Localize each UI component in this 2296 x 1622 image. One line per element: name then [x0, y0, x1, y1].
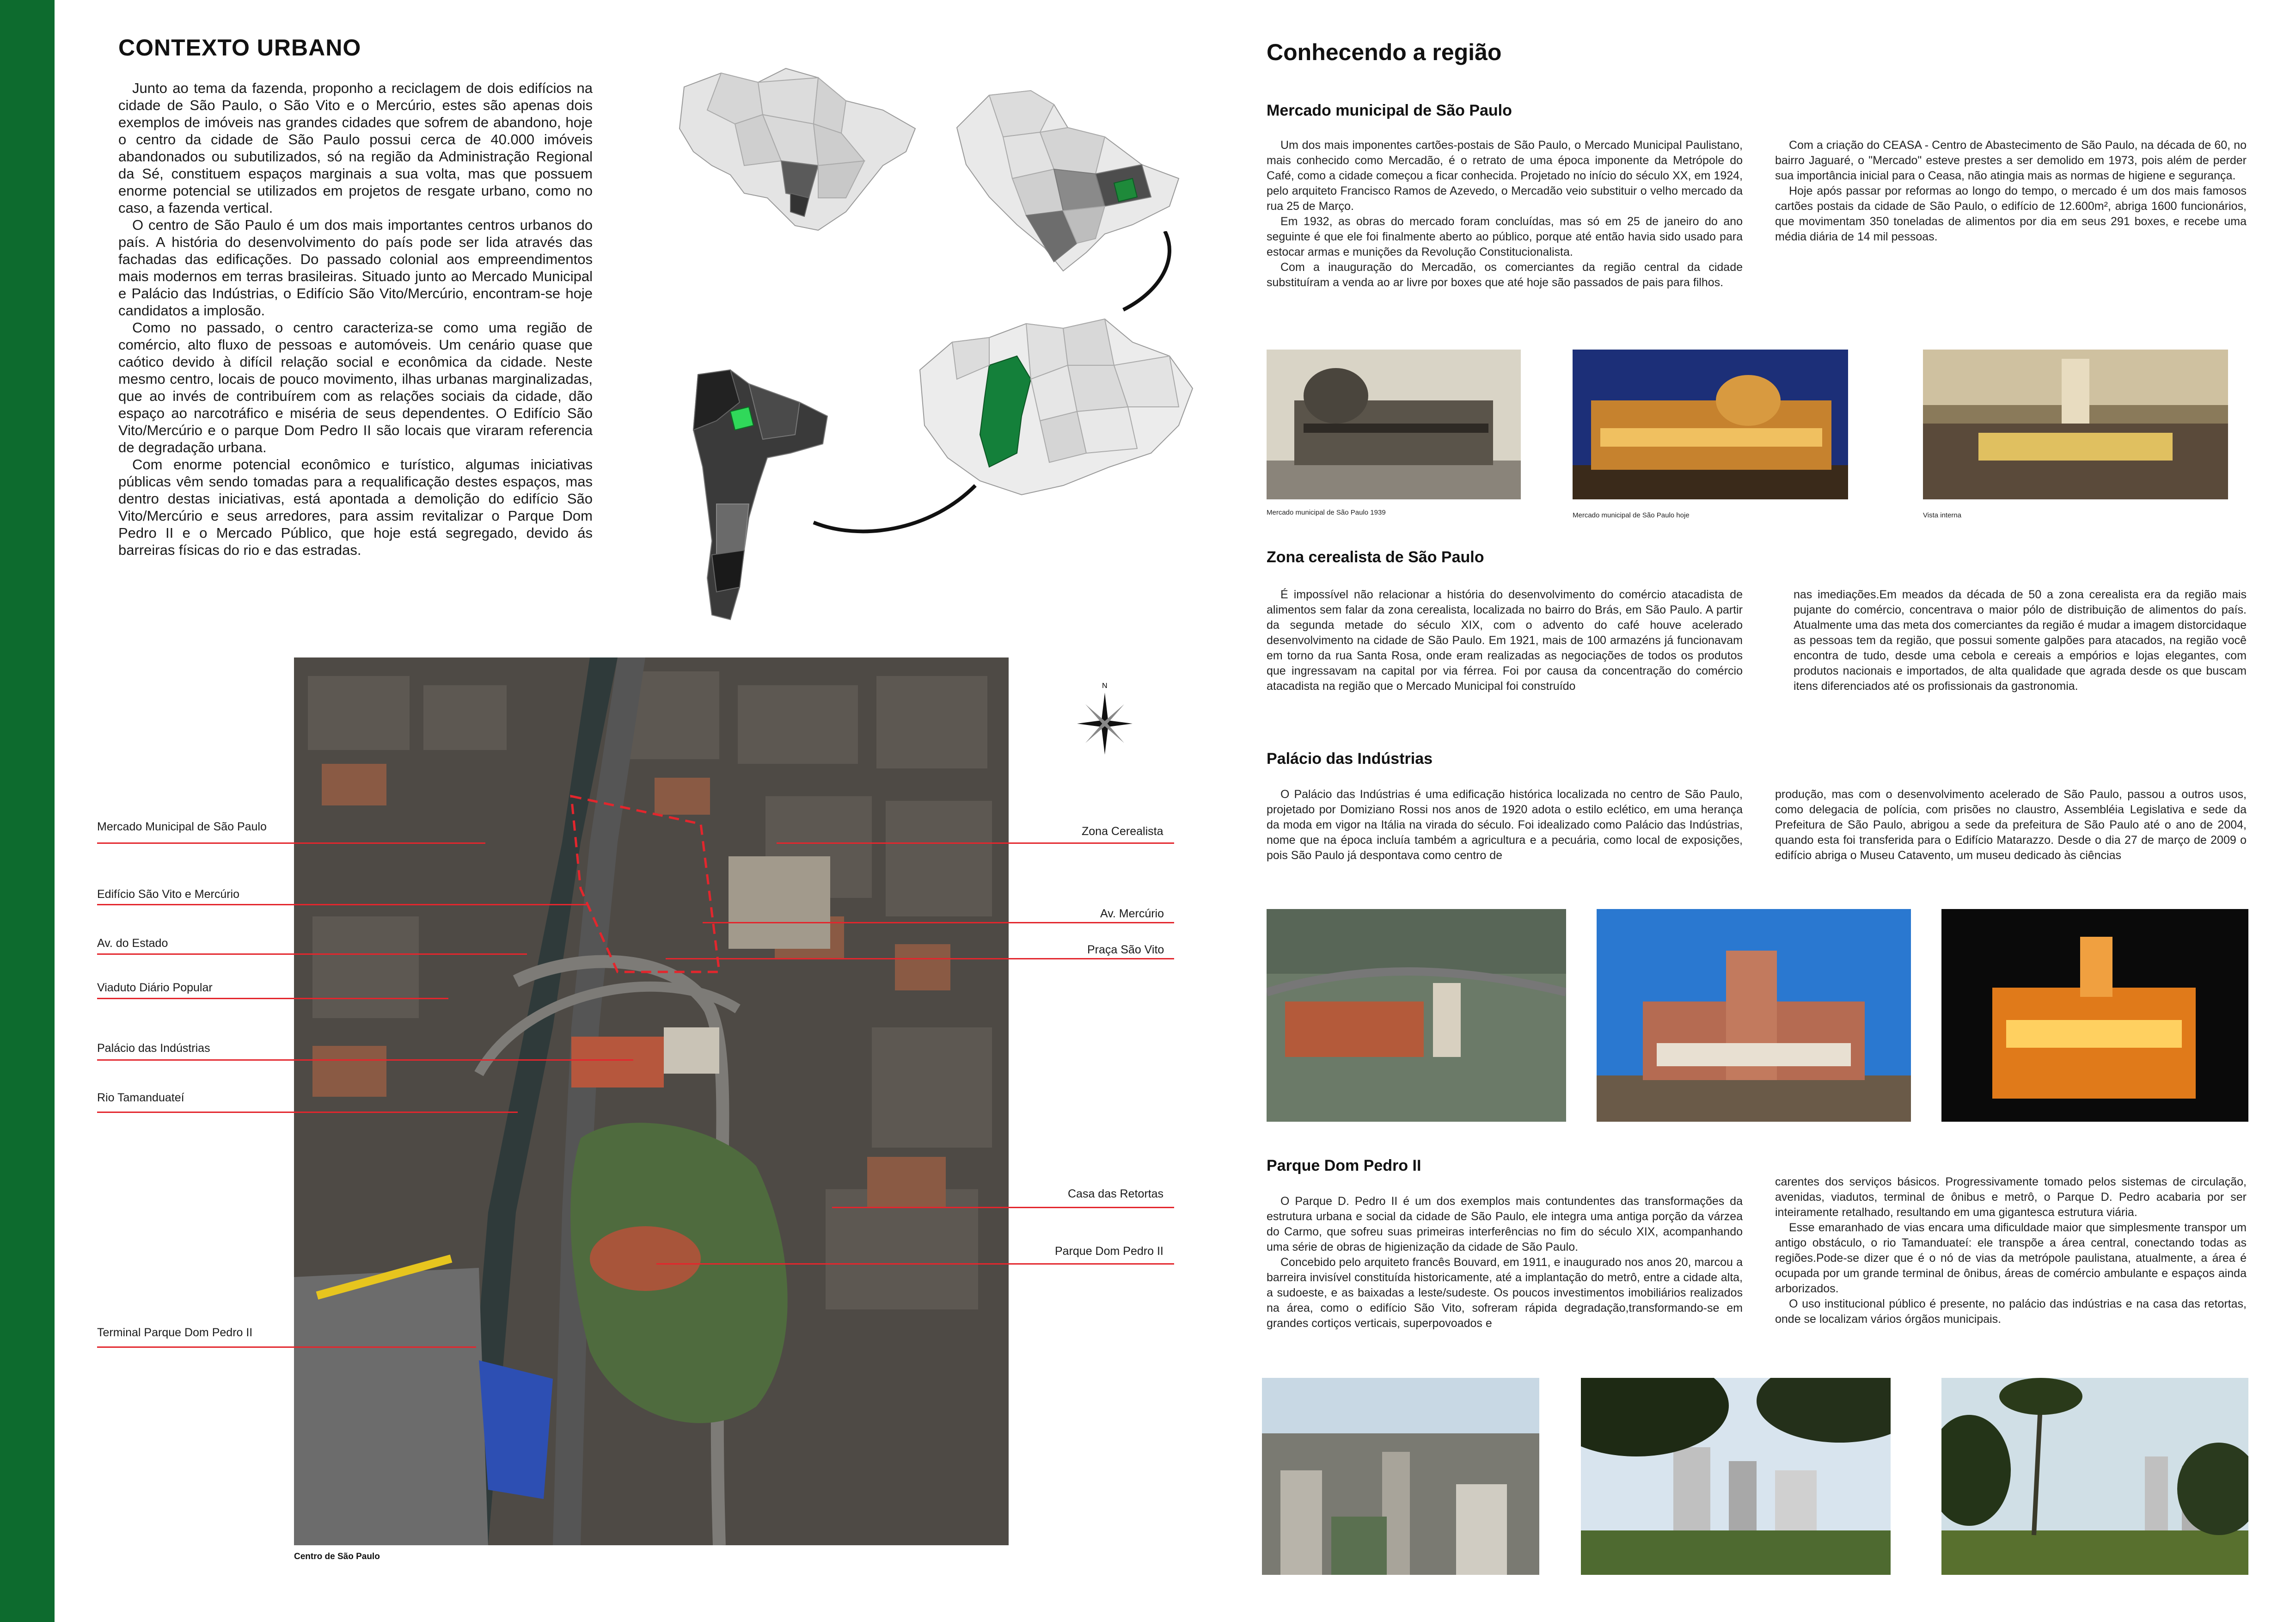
leader-line [656, 1263, 1174, 1265]
caption-mercado-interna: Vista interna [1923, 511, 1962, 519]
text-paragraph: O uso institucional público é presente, no palácio das indústrias e na casa das retortas, onde se localizam vários órgãos municipais. [1775, 1297, 2247, 1326]
caption-mercado-hoje: Mercado municipal de São Paulo hoje [1573, 511, 1690, 519]
photo-parque-palm [1941, 1378, 2248, 1575]
metropolitan-region-map [911, 314, 1197, 509]
label-terminal-parque-dom-pedro: Terminal Parque Dom Pedro II [97, 1326, 253, 1339]
label-parque-dom-pedro: Parque Dom Pedro II [1055, 1245, 1163, 1258]
mercado-column-1 [1267, 138, 1743, 290]
text-paragraph: O Palácio das Indústrias é uma edificação histórica localizada no centro de São Paulo, projetado por Domiziano Rossi nos anos de 1920 adota o estilo eclético, em uma herança da moda em vigor na Itália na virada do século. Foi idealizado como Palácio das Indústrias, nome que na época incluía também a agricultura e a pecuária, como local de exposições, pois São Paulo já despontava como centro de [1267, 788, 1743, 862]
heading-parque-dom-pedro: Parque Dom Pedro II [1267, 1157, 1421, 1174]
text-paragraph: Em 1932, as obras do mercado foram concluídas, mas só em 25 de janeiro do ano seguinte é que ele foi finalmente aberto ao público, porque até então havia sido usado para estocar armas e munições da Revolução Constitucionalista. [1267, 215, 1743, 258]
photo-parque-skyline [1581, 1378, 1891, 1575]
left-body-text [118, 80, 593, 559]
left-paragraph: Junto ao tema da fazenda, proponho a reciclagem de dois edifícios na cidade de São Paulo, o São Vito e o Mercúrio, estes são apenas dois exemplos de imóveis nas grandes cidades que sofrem de abandono, hoje o centro da cidade de São Paulo possui cerca de 40.000 imóveis abandonados ou subutilizados, só na região da Administração Regional da Sé, constituem espaços marginais a sua volta, mas que possuem enorme potencial se utilizados em projetos de resgate urbano, como no caso, a fazenda vertical. [118, 80, 593, 216]
leader-line [97, 842, 485, 844]
text-paragraph: Um dos mais imponentes cartões-postais de São Paulo, o Mercado Municipal Paulistano, mais conhecido como Mercadão, é o retrato de uma época imponente da Metrópole do Café, como a cidade começou a ficar conhecida. Projetado no início do século XX, em 1924, pelo arquiteto Francisco Ramos de Azevedo, o Mercadão veio substituir o velho mercado da rua 25 de Março. [1267, 139, 1743, 213]
parque-column-1 [1267, 1194, 1743, 1331]
text-paragraph: Hoje após passar por reformas ao longo do tempo, o mercado é um dos mais famosos cartões postais da cidade de São Paulo, o edifício de 12.600m², abriga 1600 funcionários, que movimentam 350 toneladas de alimentos por dia em seus 291 boxes, e recebe uma média diária de 14 mil pessoas. [1775, 184, 2247, 243]
heading-mercado: Mercado municipal de São Paulo [1267, 102, 1512, 119]
text-paragraph: Com a inauguração do Mercadão, os comerciantes da região central da cidade substituíram a venda ao ar livre por boxes que até hoje são passados de pais para filhos. [1267, 261, 1743, 289]
green-side-bar [0, 0, 55, 1622]
palacio-column-2 [1775, 787, 2247, 863]
label-av-do-estado: Av. do Estado [97, 937, 168, 950]
leader-line [777, 842, 1174, 844]
parque-column-2 [1775, 1174, 2247, 1327]
arrow-curve-state [1109, 231, 1183, 314]
zona-column-1 [1267, 587, 1743, 694]
label-edificio-sao-vito: Edifício São Vito e Mercúrio [97, 888, 240, 901]
text-paragraph: produção, mas com o desenvolvimento acelerado de São Paulo, passou a outros usos, como delegacia de polícia, com prisões no claustro, Assembléia Legislativa e sede da Prefeitura de São Paulo, abrigou a sede da prefeitura de São Paulo até o ano de 2004, quando esta foi transferida para o Edifício Matarazzo. Desde o dia 27 de março de 2009 o edifício abriga o Museu Catavento, um museu dedicado às ciências [1775, 788, 2247, 862]
text-paragraph: O Parque D. Pedro II é um dos exemplos mais contundentes das transformações da estrutura urbana e social da cidade de São Paulo, ele integra uma antiga porção da várzea do Carmo, que sofreu suas primeiras interferências no fim do século XIX, acompanhando uma série de obras de higienização da cidade de São Paulo. [1267, 1195, 1743, 1253]
label-praca-sao-vito: Praça São Vito [1087, 943, 1164, 956]
left-paragraph: Como no passado, o centro caracteriza-se como uma região de comércio, alto fluxo de pessoas e automóveis. Um cenário quase que caótico devido à difícil relação social e econômica da cidade. Neste mesmo centro, locais de pouco movimento, ilhas urbanas marginalizadas, que ao invés de contribuírem com as relações sociais da cidade, dão espaço ao narcotráfico e miséria de seus dependentes. O Edifício São Vito/Mercúrio e o parque Dom Pedro II são locais que viraram referencia de degradação urbana. [118, 319, 593, 455]
compass-n: N [1102, 682, 1108, 690]
brazil-map [666, 59, 925, 235]
left-title: CONTEXTO URBANO [118, 35, 361, 61]
aerial-map-drawing [294, 657, 1009, 1545]
text-paragraph: nas imediações.Em meados da década de 50 a zona cerealista era da região mais pujante do comércio, concentrava o maior pólo de distribuição de alimentos do país. Atualmente uma das meta dos comerciantes da região é mudar a imagem distorcidaque as pessoas tem da região, que possui somente galpões para atacados, na região você encontra de tudo, desde uma cebola e cereais a empórios e lojas elegantes, com produtos nacionais e importados, de alta qualidade que agrada desde os que buscam itens diferenciados até os profissionais da gastronomia. [1794, 588, 2247, 693]
leader-line [97, 904, 587, 905]
leader-line [97, 1346, 476, 1348]
photo-parque-aerial [1262, 1378, 1539, 1575]
palacio-column-1 [1267, 787, 1743, 863]
leader-line [97, 953, 527, 955]
text-paragraph: carentes dos serviços básicos. Progressivamente tomado pelos sistemas de circulação, avenidas, viadutos, terminal de ônibus e metrô, o Parque D. Pedro acabaria por ser inteiramente retalhado, resultando em uma gigantesca estrutura viária. [1775, 1175, 2247, 1219]
leader-line [97, 1059, 633, 1061]
text-paragraph: Concebido pelo arquiteto francês Bouvard, em 1911, e inaugurado nos anos 20, marcou a barreira invisível constituída historicamente, até a implantação do metrô, entre a cidade alta, a sudoeste, e as baixadas a leste/sudeste. Os poucos investimentos imobiliários realizados na área, como o edifício São Vito, sofreram rápida degradação,transformando-se em grandes cortiços verticais, superpovoados e [1267, 1256, 1743, 1330]
label-palacio-das-industrias: Palácio das Indústrias [97, 1042, 210, 1055]
left-paragraph: Com enorme potencial econômico e turístico, algumas iniciativas públicas vêm sendo tomadas para a requalificação destes espaços, mas dentro destas iniciativas, está apontada a demolição do edifício São Vito/Mercúrio e seus arredores, para assim revitalizar o Parque Dom Pedro II e o Mercado Público, que hoje está segregado, devido ás barreiras físicas do rio e das estradas. [118, 456, 593, 558]
photo-palacio-aerial [1267, 909, 1566, 1122]
label-viaduto-diario-popular: Viaduto Diário Popular [97, 981, 213, 994]
label-rio-tamanduatei: Rio Tamanduateí [97, 1091, 184, 1104]
leader-line [97, 1112, 518, 1113]
caption-mercado-1939: Mercado municipal de São Paulo 1939 [1267, 509, 1386, 516]
leader-line [703, 922, 1174, 923]
label-casa-das-retortas: Casa das Retortas [1068, 1187, 1164, 1200]
left-paragraph: O centro de São Paulo é um dos mais importantes centros urbanos do país. A história do desenvolvimento do país pode ser lida através das fachadas das edificações. Do passado colonial aos empreendimentos mais modernos em terras brasileiras. Situado junto ao Mercado Municipal e Palácio das Indústrias, o Edifício São Vito/Mercúrio, encontram-se hoje candidatos a implosão. [118, 217, 593, 319]
right-title: Conhecendo a região [1267, 39, 1502, 65]
arrow-curve-city [809, 481, 1003, 536]
mercado-column-2 [1775, 138, 2247, 245]
photo-mercado-1939 [1267, 350, 1521, 499]
photo-mercado-hoje [1573, 350, 1848, 499]
photo-mercado-interna [1923, 350, 2228, 499]
label-zona-cerealista: Zona Cerealista [1082, 825, 1163, 838]
leader-line [832, 1207, 1174, 1208]
photo-palacio-facade [1597, 909, 1911, 1122]
text-paragraph: Com a criação do CEASA - Centro de Abastecimento de São Paulo, na década de 60, no bairro Jaguaré, o "Mercado" esteve prestes a ser demolido em 1973, pois além de perder sua importância inicial para o Ceasa, não atingia mais as normas de higiene e segurança. [1775, 139, 2247, 182]
aerial-map-caption: Centro de São Paulo [294, 1552, 380, 1561]
label-av-mercurio: Av. Mercúrio [1100, 907, 1164, 920]
heading-palacio: Palácio das Indústrias [1267, 750, 1433, 768]
heading-zona-cerealista: Zona cerealista de São Paulo [1267, 548, 1484, 566]
photo-palacio-night [1941, 909, 2248, 1122]
leader-line [666, 958, 1174, 959]
zona-column-2 [1794, 587, 2247, 694]
text-paragraph: É impossível não relacionar a história do desenvolvimento do comércio atacadista de alimentos sem falar da zona cerealista, localizada no bairro do Brás, em São Paulo. A partir da segunda metade do século XIX, com o advento do café houve acelerado desenvolvimento na cidade de São Paulo. Em 1921, mais de 100 armazéns já funcionavam em torno da rua Santa Rosa, onde eram realizadas as negociações de todos os produtos que ingressavam na capital por via férrea. Foi por causa da concentração do comércio atacadista na região que o Mercado Municipal foi construído [1267, 588, 1743, 693]
text-paragraph: Esse emaranhado de vias encara uma dificuldade maior que simplesmente transpor um antigo obstáculo, o rio Tamanduateí: ele transpõe a área central, conectando todas as regiões.Pode-se dizer que é o nó de vias da metrópole paulistana, atualmente, a área é ocupada por um grande terminal de ônibus, áreas de comércio ambulante e espaços ainda arborizados. [1775, 1221, 2247, 1295]
compass-rose-icon [1072, 680, 1137, 768]
label-mercado-municipal: Mercado Municipal de São Paulo [97, 820, 267, 833]
leader-line [97, 998, 448, 999]
aerial-map-centro [294, 657, 1009, 1545]
